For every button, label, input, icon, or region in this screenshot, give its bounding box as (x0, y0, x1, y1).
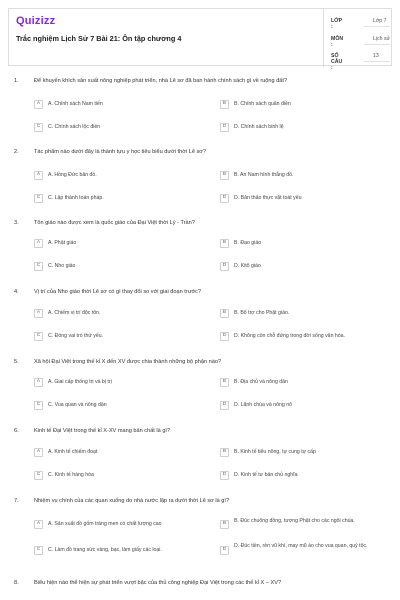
option-c[interactable] (34, 401, 204, 412)
meta-underline (364, 26, 390, 27)
option-b[interactable] (220, 239, 390, 250)
option-text: C. Kinh tế hàng hóa (48, 472, 94, 478)
option-letter: B (222, 521, 227, 526)
option-a[interactable] (34, 239, 204, 250)
option-letter: B (222, 310, 227, 315)
option-d[interactable] (220, 543, 390, 559)
option-letter: A (36, 240, 41, 245)
option-text: C. Đóng vai trò thứ yếu. (48, 333, 104, 339)
question-number: 4. (14, 289, 19, 295)
option-b[interactable] (220, 171, 390, 182)
option-letter: C (36, 472, 41, 477)
option-text: D. Chính sách binh lệ (234, 124, 284, 130)
option-b[interactable] (220, 378, 390, 389)
meta-key: MÔN : (331, 36, 344, 48)
option-a[interactable] (34, 309, 204, 320)
option-a[interactable] (34, 448, 204, 459)
option-letter: D (222, 333, 227, 338)
option-letter: A (36, 101, 41, 106)
question-text: Tác phẩm nào dưới đây là thành tựu y học tiêu biểu dưới thời Lê sơ? (34, 149, 207, 155)
option-d[interactable] (220, 332, 395, 343)
option-text: D. Đúc tiền, rèn vũ khí, may mũ áo cho vua quan, quý tộc. (234, 543, 368, 549)
question-text: Kinh tế Đại Việt trong thế kỉ X-XV mang bản chất là gì? (34, 428, 171, 434)
option-text: A. Hồng Đức bản đồ. (48, 172, 97, 178)
option-text: C. Vua quan và nông dân (48, 402, 107, 408)
option-letter: D (222, 124, 227, 129)
option-letter: C (36, 547, 41, 552)
option-letter: A (36, 310, 41, 315)
question-number: 1. (14, 78, 19, 84)
question-text: Biểu hiện nào thể hiện sự phát triển vượt bậc của thủ công nghiệp Đại Việt trong các thế kỉ X – XV? (34, 580, 282, 586)
meta-value: 13 (373, 53, 379, 59)
option-text: D. Kinh tế tư bản chủ nghĩa (234, 472, 298, 478)
option-b[interactable] (220, 448, 390, 459)
meta-key: LỚP : (331, 18, 342, 30)
option-text: A. Kinh tế chiếm đoạt (48, 449, 98, 455)
option-letter: D (222, 402, 227, 407)
option-a[interactable] (34, 520, 214, 531)
option-text: D. Bản thảo thực vật toát yếu (234, 195, 302, 201)
option-letter: C (36, 333, 41, 338)
option-letter: A (36, 521, 41, 526)
option-text: B. Bổ trợ cho Phật giáo. (234, 310, 290, 316)
option-letter: C (36, 402, 41, 407)
question-number: 6. (14, 428, 19, 434)
question-number: 5. (14, 359, 19, 365)
option-text: D. Kitô giáo (234, 263, 261, 269)
meta-underline (364, 44, 390, 45)
question-text: Xã hội Đại Việt trong thế kỉ X đến XV được chia thành những bộ phận nào? (34, 359, 222, 365)
option-text: A. Phật giáo (48, 240, 77, 246)
option-letter: D (222, 472, 227, 477)
meta-panel (323, 9, 393, 71)
question-text: Tôn giáo nào được xem là quốc giáo của Đại Việt thời Lý - Trần? (34, 220, 195, 226)
option-text: B. Chính sách quân điền (234, 101, 291, 107)
question-text: Để khuyến khích sản xuất nông nghiệp phát triển, nhà Lê sơ đã ban hành chính sách gì về ruộng đất? (34, 78, 288, 84)
option-c[interactable] (34, 546, 214, 557)
option-text: C. Nho giáo (48, 263, 76, 269)
option-text: C. Chính sách lộc điền (48, 124, 101, 130)
option-text: C. Lập thành toán pháp. (48, 195, 104, 201)
option-a[interactable] (34, 378, 204, 389)
option-text: A. Giai cấp thống trị và bị trị (48, 379, 112, 385)
option-c[interactable] (34, 123, 204, 134)
question-text: Vị trí của Nho giáo thời Lê sơ có gì thay đổi so với giai đoạn trước? (34, 289, 202, 295)
option-b[interactable] (220, 100, 390, 111)
option-d[interactable] (220, 471, 390, 482)
option-c[interactable] (34, 471, 204, 482)
option-letter: B (222, 240, 227, 245)
question-number: 2. (14, 149, 19, 155)
option-c[interactable] (34, 194, 204, 205)
option-c[interactable] (34, 262, 204, 273)
option-letter: C (36, 195, 41, 200)
meta-value: Lớp 7 (373, 18, 387, 24)
option-text: B. Đạo giáo (234, 240, 262, 246)
meta-underline (364, 61, 390, 62)
option-text: B. Kinh tế tiểu nông, tự cung tự cấp (234, 449, 316, 455)
option-text: A. Chính sách Nam tiến (48, 101, 103, 107)
option-c[interactable] (34, 332, 204, 343)
option-letter: A (36, 449, 41, 454)
option-text: B. An Nam hình thắng đồ. (234, 172, 294, 178)
option-letter: D (222, 263, 227, 268)
option-text: D. Lãnh chúa và nông nô (234, 402, 292, 408)
option-b[interactable] (220, 309, 390, 320)
option-letter: A (36, 172, 41, 177)
option-letter: B (222, 101, 227, 106)
option-d[interactable] (220, 262, 390, 273)
option-text: B. Đúc chuông đồng, tượng Phật cho các ngôi chùa. (234, 518, 355, 524)
option-a[interactable] (34, 100, 204, 111)
option-d[interactable] (220, 401, 390, 412)
option-letter: D (222, 195, 227, 200)
option-letter: D (222, 547, 227, 552)
meta-key: SỐ CÂU : (331, 53, 343, 71)
option-a[interactable] (34, 171, 204, 182)
option-letter: B (222, 172, 227, 177)
question-number: 3. (14, 220, 19, 226)
option-d[interactable] (220, 123, 390, 134)
quizizz-logo: Quizizz (16, 15, 56, 27)
option-letter: C (36, 124, 41, 129)
option-letter: A (36, 379, 41, 384)
meta-value: Lịch sử (373, 36, 391, 42)
option-text: A. Sản xuất đồ gốm tráng men có chất lượng cao (48, 521, 162, 527)
question-text: Nhiệm vụ chính của các quan xuống do nhà nước lập ra dưới thời Lê sơ là gì? (34, 498, 230, 504)
option-letter: C (36, 263, 41, 268)
option-text: C. Làm đồ trang sức vàng, bạc, làm giấy các loại. (48, 547, 162, 553)
option-text: B. Địa chủ và nông dân (234, 379, 288, 385)
option-text: D. Không còn chỗ đứng trong đời sống văn hóa. (234, 333, 345, 339)
option-d[interactable] (220, 194, 390, 205)
option-letter: B (222, 449, 227, 454)
worksheet-title: Trắc nghiệm Lịch Sử 7 Bài 21: Ôn tập chương 4 (16, 34, 182, 43)
question-number: 7. (14, 498, 19, 504)
worksheet-header (8, 8, 392, 71)
option-b[interactable] (220, 518, 390, 534)
option-letter: B (222, 379, 227, 384)
question-number: 8. (14, 580, 19, 586)
option-text: A. Chiếm vị trí độc tôn. (48, 310, 101, 316)
